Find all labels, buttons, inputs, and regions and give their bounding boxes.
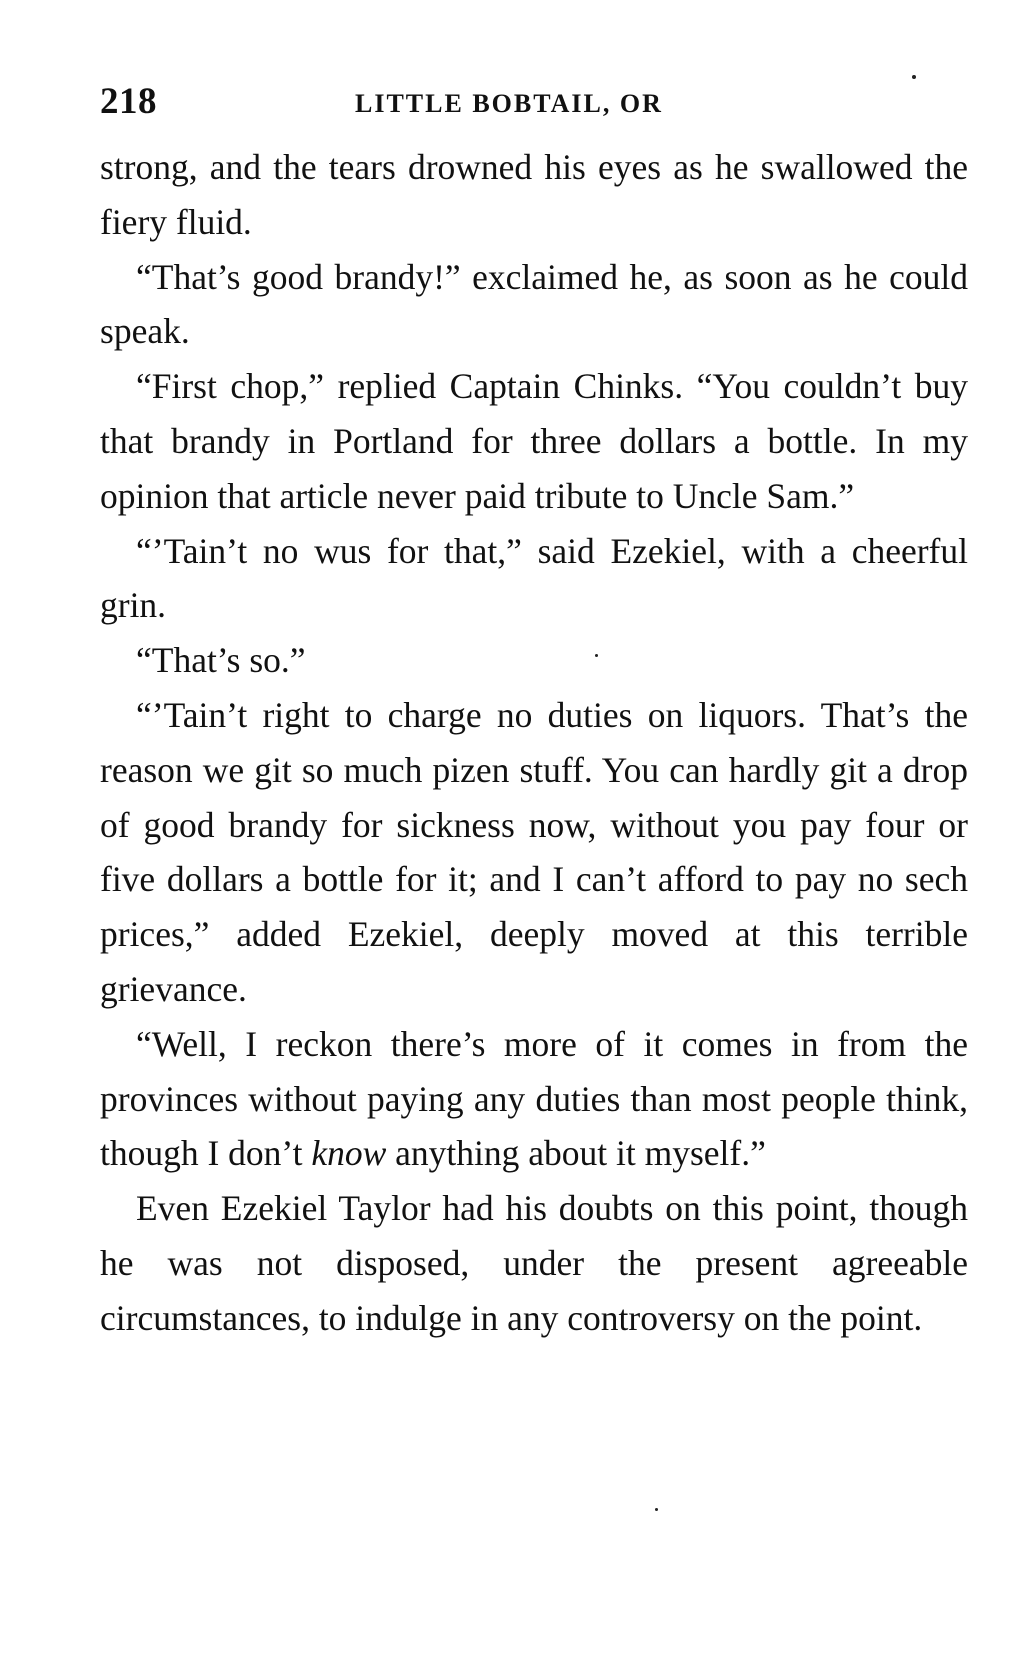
page-header (100, 70, 968, 122)
paragraph: Even Ezekiel Taylor had his doubts on this point, though he was not disposed, under the present agreeable circumstances, to indulge in any controversy on the point. (100, 1188, 968, 1338)
print-speck (912, 75, 916, 79)
page-number: 218 (100, 81, 157, 122)
paragraph: “That’s so.” (136, 640, 306, 681)
paragraph (100, 1017, 968, 1181)
print-speck (595, 654, 598, 657)
book-page (100, 70, 968, 1346)
paragraph: “That’s good brandy!” exclaimed he, as soon as he could speak. (100, 256, 968, 352)
paragraph: “’Tain’t no wus for that,” said Ezekiel, with a cheerful grin. (100, 530, 968, 626)
paragraph: “’Tain’t right to charge no duties on liquors. That’s the reason we git so much pizen stuff. You can hardly git a drop of good brandy for sickness now, without you pay four or five dollars a bottle for it; and I can’t afford to pay no sech prices,” added Ezekiel, deeply moved at this terrible grievance. (100, 694, 968, 1009)
paragraph-text: “Well, I reckon there’s more of it comes in from the provinces without paying any duties than most people think, though I don’t (100, 1023, 968, 1174)
paragraph-text-tail: anything about it myself.” (395, 1133, 766, 1174)
emphasis-text: know (311, 1133, 387, 1174)
body-text (100, 140, 968, 1346)
running-head: LITTLE BOBTAIL, OR (355, 89, 663, 118)
paragraph: “First chop,” replied Captain Chinks. “You couldn’t buy that brandy in Portland for three dollars a bottle. In my opinion that article never paid tribute to Uncle Sam.” (100, 366, 968, 516)
paragraph: strong, and the tears drowned his eyes as he swallowed the fiery fluid. (100, 147, 968, 242)
print-speck (655, 1508, 658, 1511)
